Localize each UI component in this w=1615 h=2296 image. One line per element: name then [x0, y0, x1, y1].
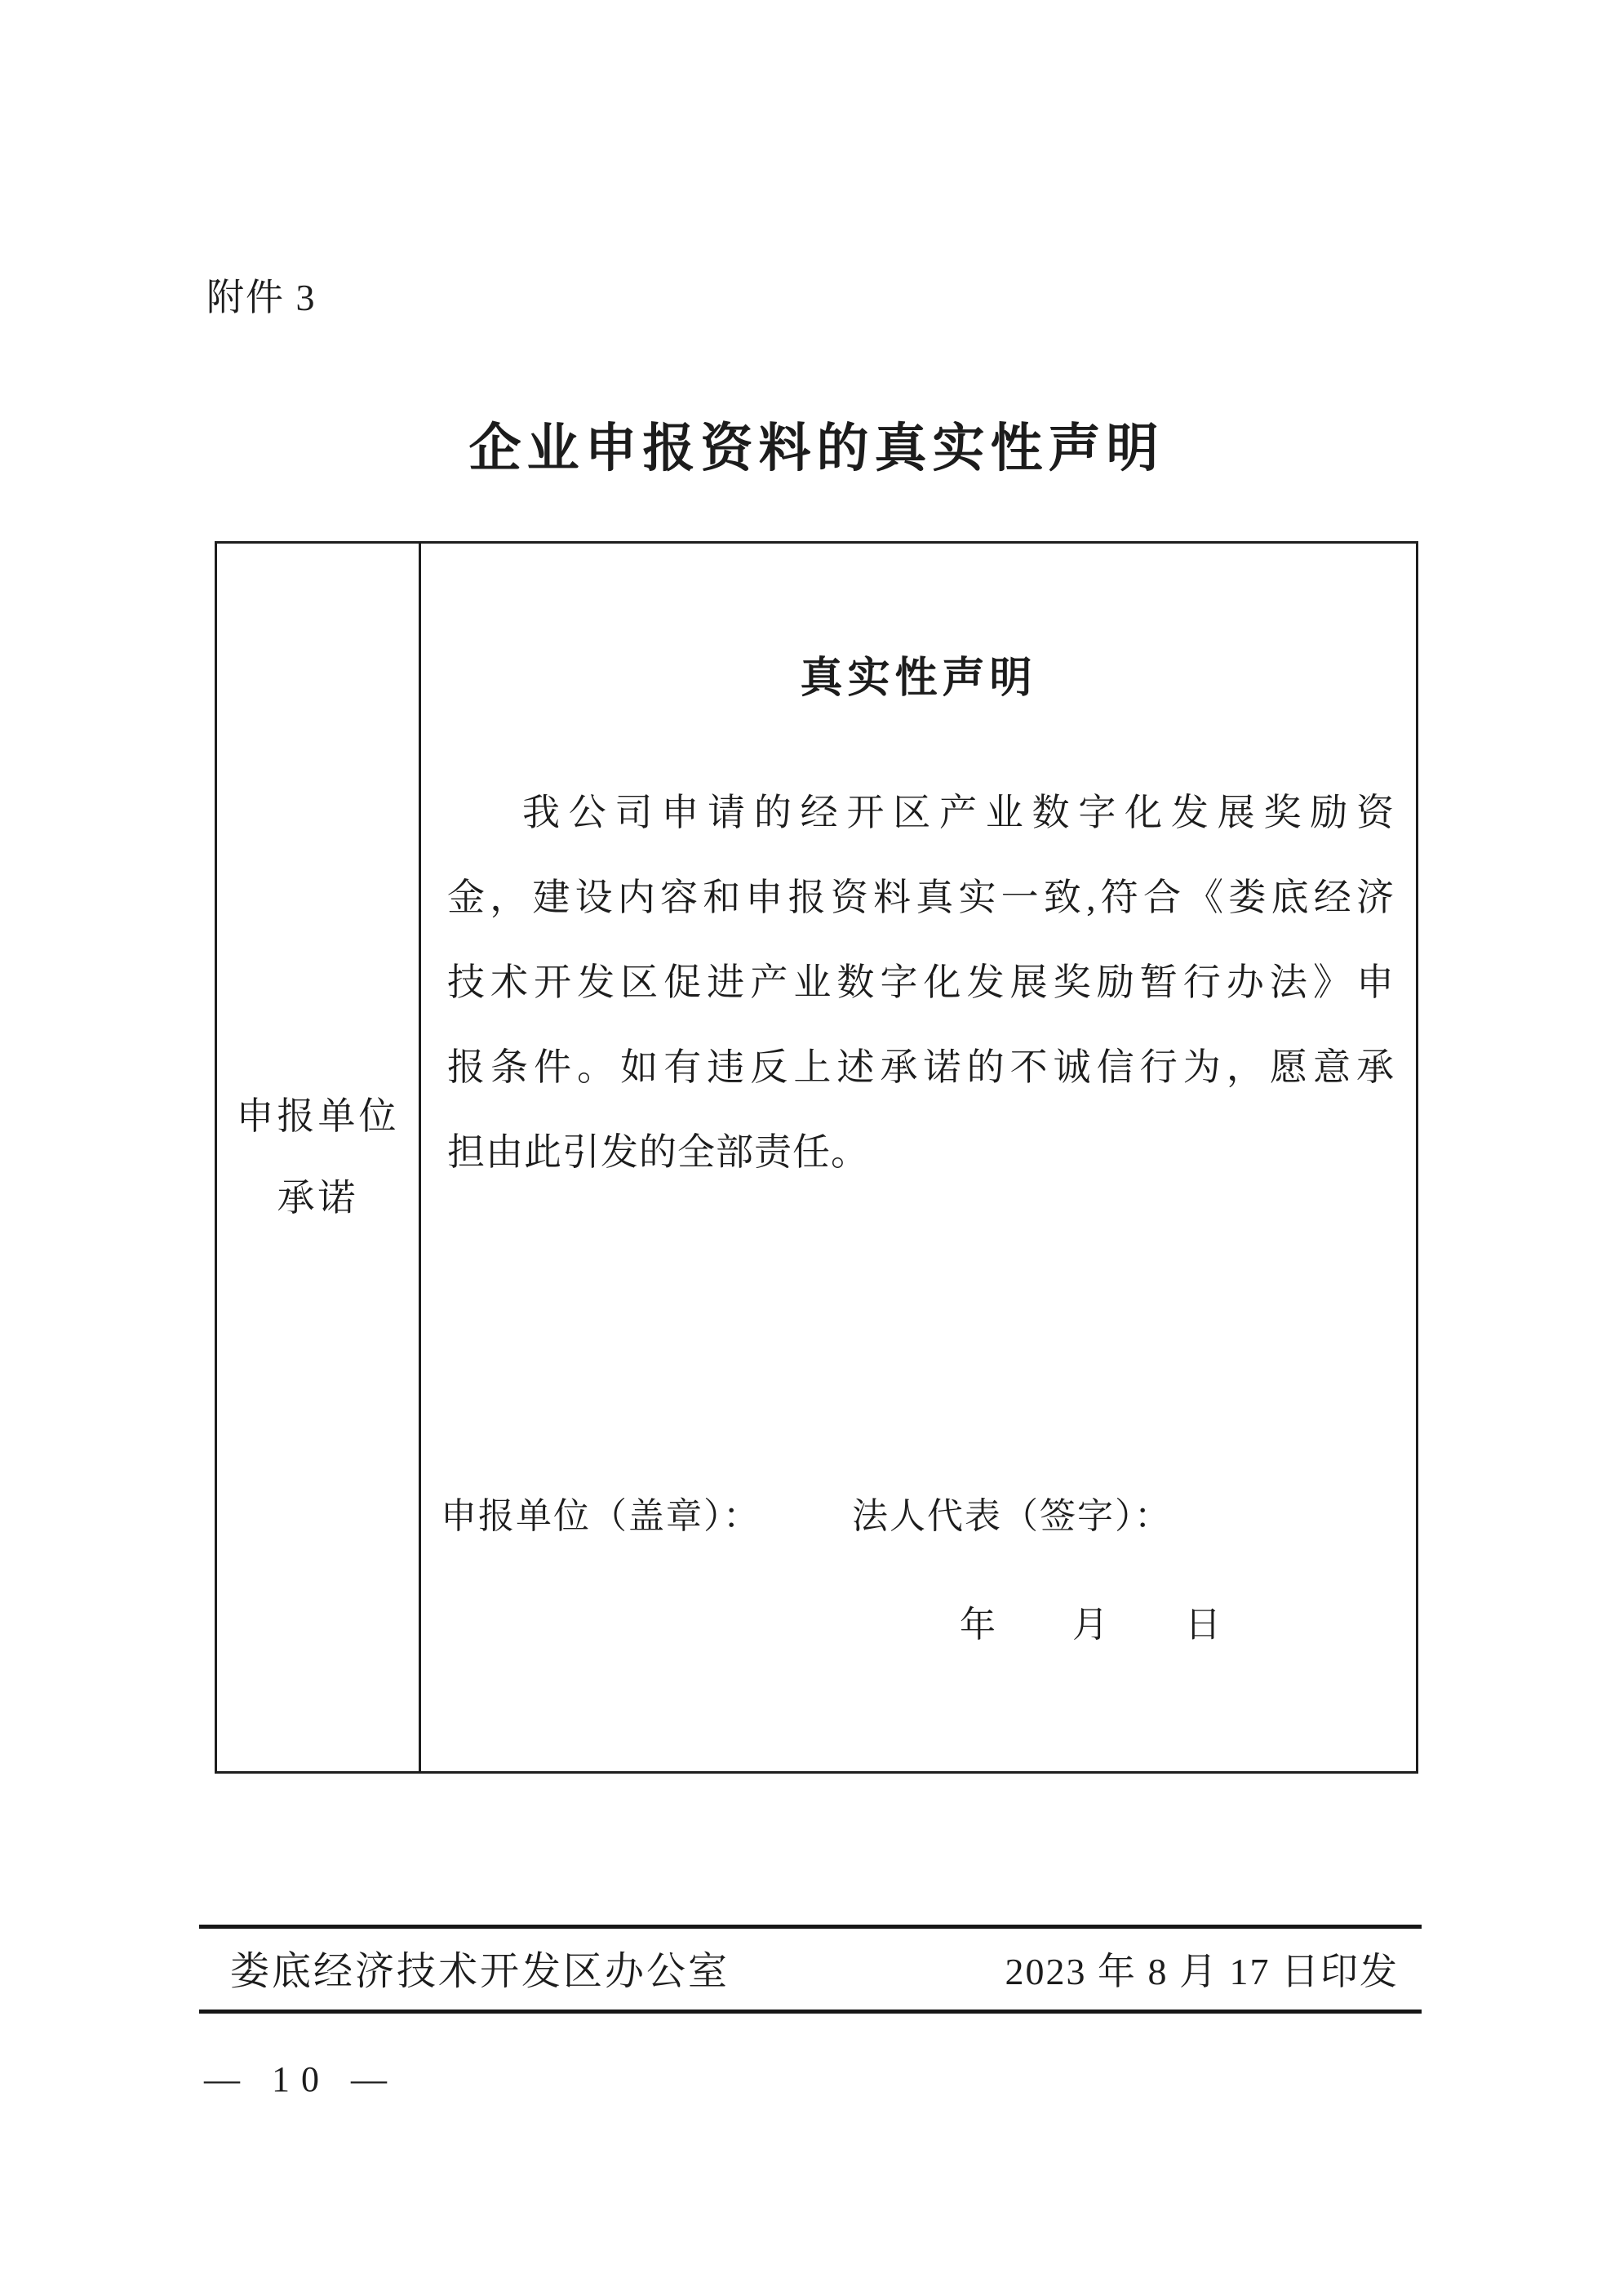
row-header-line-1: 申报单位	[236, 1095, 400, 1137]
page-title: 企业申报资料的真实性声明	[468, 420, 1165, 477]
signature-row	[441, 1486, 1172, 1539]
legal-rep-label: 法人代表（签字）：	[852, 1496, 1172, 1536]
unit-seal-label: 申报单位（盖章）：	[441, 1496, 761, 1536]
table-content-cell	[421, 544, 1416, 1771]
statement-line: 报条件。如有违反上述承诺的不诚信行为，愿意承	[447, 1046, 1395, 1088]
attachment-label: 附件 3	[206, 277, 317, 318]
footer-top-rule	[199, 1925, 1422, 1929]
row-header-line-2: 承诺	[277, 1177, 359, 1219]
statement-line: 我公司申请的经开区产业数字化发展奖励资	[522, 792, 1395, 833]
issuing-office: 娄底经济技术开发区办公室	[230, 1950, 730, 1993]
table-row-header-cell	[217, 544, 421, 1771]
statement-line: 担由此引发的全部责任。	[447, 1131, 869, 1173]
footer-bottom-rule	[199, 2010, 1422, 2014]
date-placeholder: 年 月 日	[960, 1605, 1222, 1645]
declaration-table	[215, 541, 1418, 1774]
footer	[230, 1939, 1399, 1996]
statement-line: 技术开发区促进产业数字化发展奖励暂行办法》申	[447, 961, 1395, 1003]
print-date: 2023 年 8 月 17 日印发	[1005, 1951, 1399, 1992]
page-number: — 10 —	[204, 2059, 398, 2099]
statement-body	[447, 771, 1395, 1195]
statement-line: 金，建设内容和申报资料真实一致,符合《娄底经济	[447, 877, 1395, 918]
statement-heading: 真实性声明	[800, 655, 1037, 702]
